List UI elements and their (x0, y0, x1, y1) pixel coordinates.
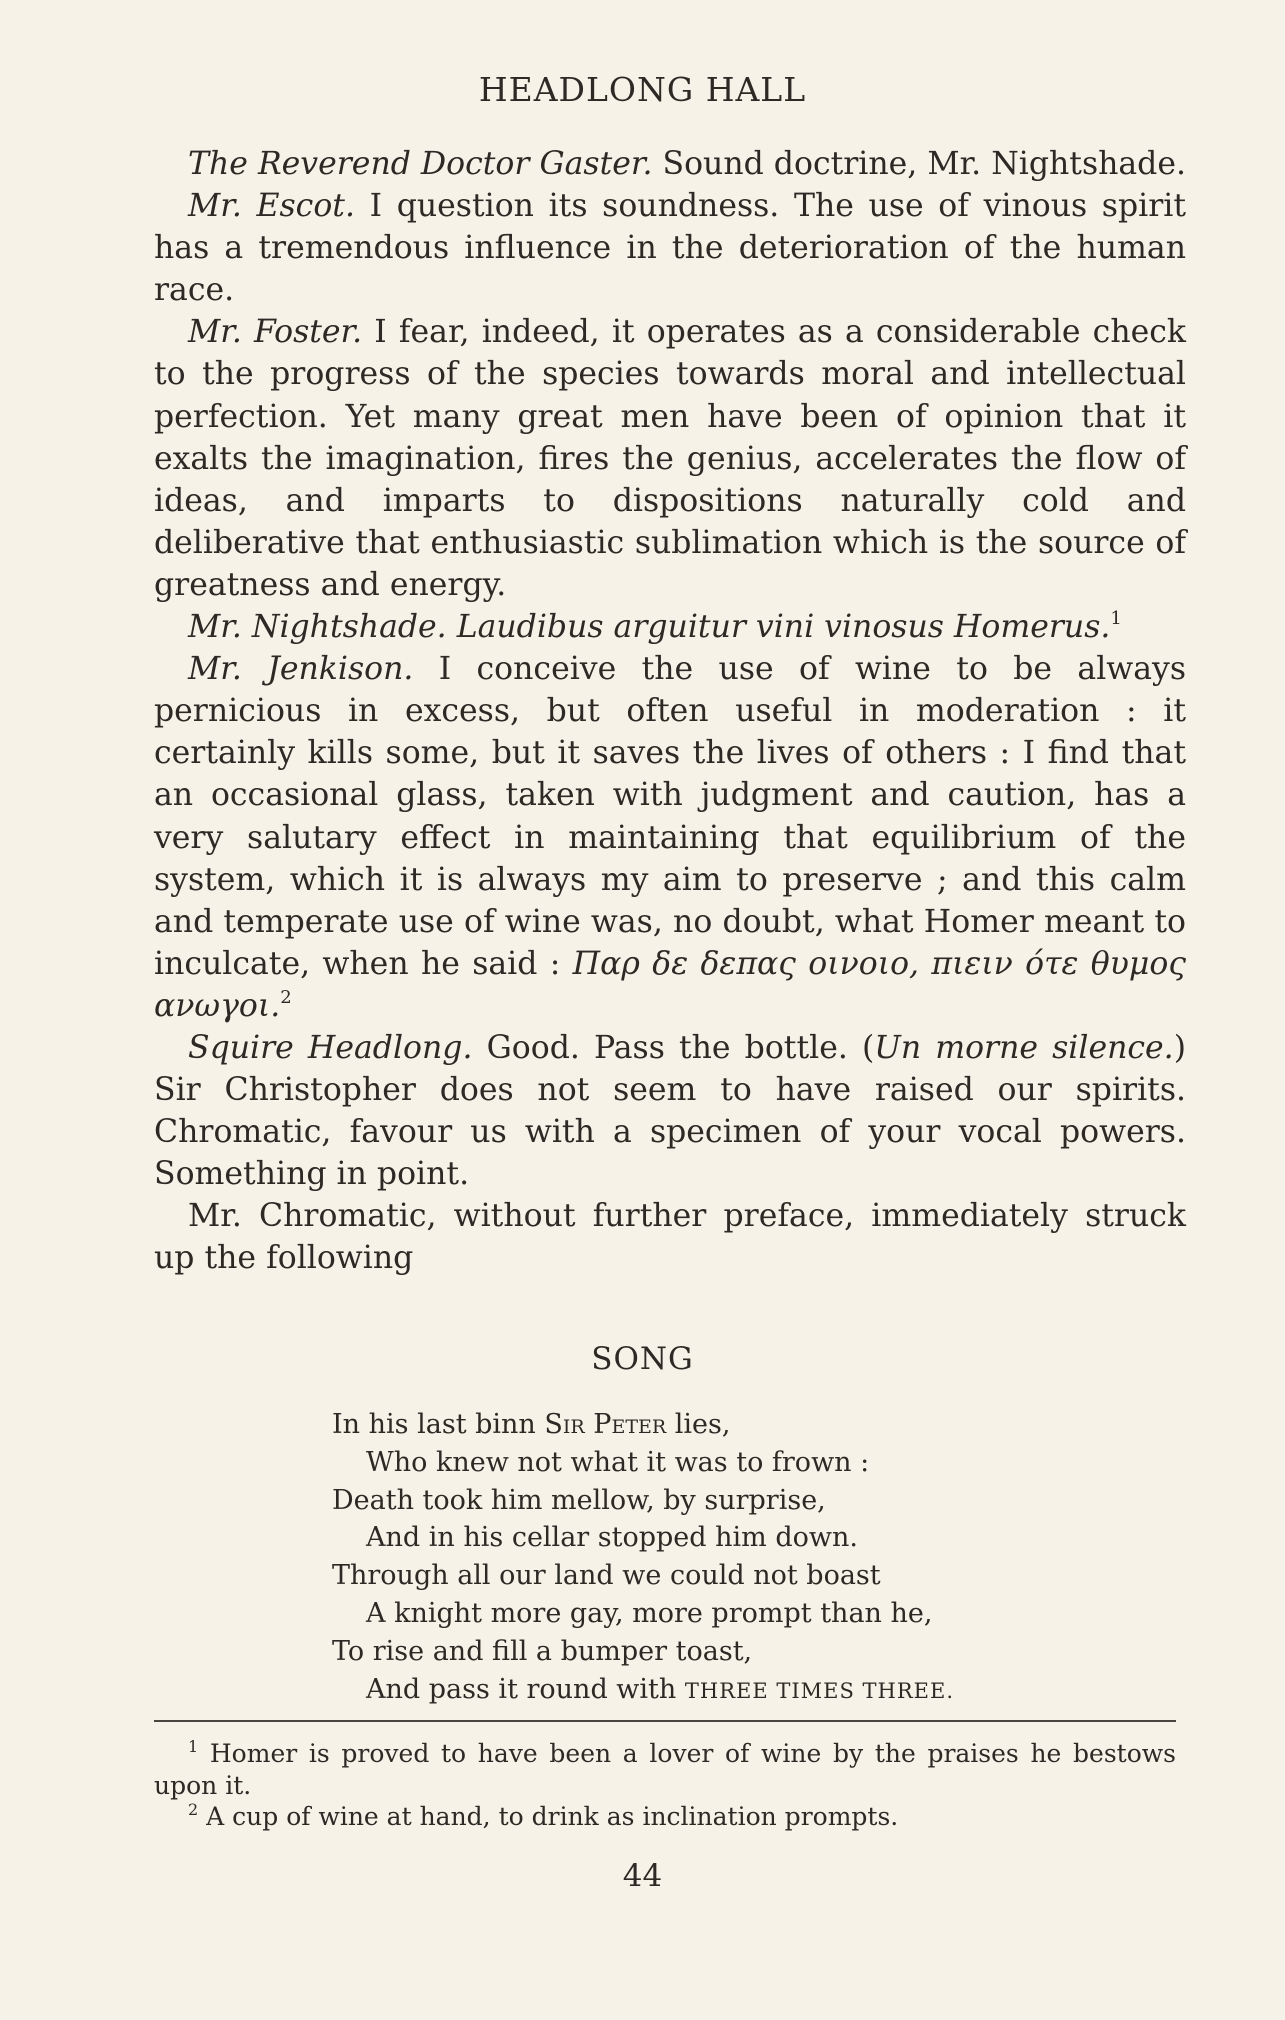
speech-text: I question its soundness. The use of vinous spirit has a tremendous influence in the deterioration of the human race. (154, 188, 1186, 309)
footnote-number: 2 (188, 1800, 199, 1819)
speech-text: Good. Pass the bottle. ( (472, 1029, 875, 1066)
speaker-name: Mr. Escot. (188, 188, 355, 225)
footnote-marker: 1 (1110, 608, 1122, 630)
footnotes (154, 1738, 1176, 1833)
stage-direction: Un morne silence. (874, 1029, 1174, 1066)
paragraph-jenkison (154, 648, 1186, 1027)
song-line: A knight more gay, more prompt than he, (366, 1597, 933, 1629)
paragraph-gaster (154, 143, 1186, 185)
footnote (154, 1801, 1176, 1833)
speech-text: I fear, indeed, it operates as a considerable check to the progress of the species towards moral and intellectual perfection. Yet many great men have been of opinion that it exalts the imagination, fires the genius, accelerates the flow of ideas, and imparts to dispositions naturally cold and deliberative that enthusiastic sublimation which is the source of greatness and energy. (154, 314, 1186, 603)
song-line: Through all our land we could not boast (332, 1560, 881, 1592)
speaker-name: Mr. Jenkison. (188, 651, 414, 688)
running-head: HEADLONG HALL (478, 70, 807, 109)
song-line: And pass it round with THREE TIMES THREE. (366, 1673, 955, 1705)
speech-text: Sound doctrine, Mr. Nightshade. (652, 146, 1187, 182)
footnote-text: A cup of wine at hand, to drink as inclination prompts. (198, 1802, 899, 1831)
latin-quotation: Laudibus arguitur vini vinosus Homerus. (446, 609, 1111, 646)
footnote-number: 1 (188, 1737, 199, 1756)
speech-text: I conceive the use of wine to be always pernicious in excess, but often useful in moderation : it certainly kills some, but it saves the lives of others : I find that an occasional glass, taken with judgment and caution, has a very salutary effect in maintaining that equilibrium of the system, which it is always my aim to preserve ; and this calm and temperate use of wine was, no doubt, what Homer meant to inculcate, when he said : (154, 651, 1186, 982)
speaker-name: The Reverend Doctor Gaster. (188, 146, 653, 182)
paragraph-escot (154, 185, 1186, 311)
paragraph-nightshade (154, 606, 1186, 648)
paragraph-narration (154, 1195, 1186, 1279)
body-text (154, 143, 1186, 1280)
small-caps-name: Sir Peter (544, 1409, 667, 1440)
song-line: Who knew not what it was to frown : (366, 1446, 870, 1478)
speaker-name: Mr. Foster. (188, 314, 363, 351)
speaker-name: Mr. Nightshade. (188, 609, 447, 646)
speech-text: ) Sir Christopher does not seem to have raised our spirits. Chromatic, favour us with a specimen of your vocal powers. Something in point. (154, 1029, 1186, 1193)
small-caps-phrase: THREE TIMES THREE. (684, 1678, 955, 1703)
song-line: In his last binn Sir Peter lies, (332, 1409, 731, 1440)
footnote-marker: 2 (280, 986, 292, 1008)
song-heading: SONG (591, 1341, 694, 1377)
song-line: To rise and fill a bumper toast, (332, 1635, 753, 1667)
song-verse (332, 1406, 1132, 1710)
paragraph-headlong (154, 1027, 1186, 1195)
paragraph-foster (154, 311, 1186, 606)
greek-quotation: Παρ δε δεπας οινοιο, πιειν ότε θυμος ανωγοι. (154, 945, 1186, 1024)
speaker-name: Squire Headlong. (188, 1029, 473, 1066)
song-line: Death took him mellow, by surprise, (332, 1484, 826, 1516)
narration-text: Mr. Chromatic, without further preface, immediately struck up the following (154, 1198, 1186, 1277)
footnote (154, 1738, 1176, 1801)
song-line: And in his cellar stopped him down. (366, 1522, 858, 1554)
footnote-text: Homer is proved to have been a lover of wine by the praises he bestows upon it. (154, 1739, 1176, 1800)
footnote-rule (154, 1720, 1176, 1722)
page-number: 44 (622, 1858, 663, 1894)
